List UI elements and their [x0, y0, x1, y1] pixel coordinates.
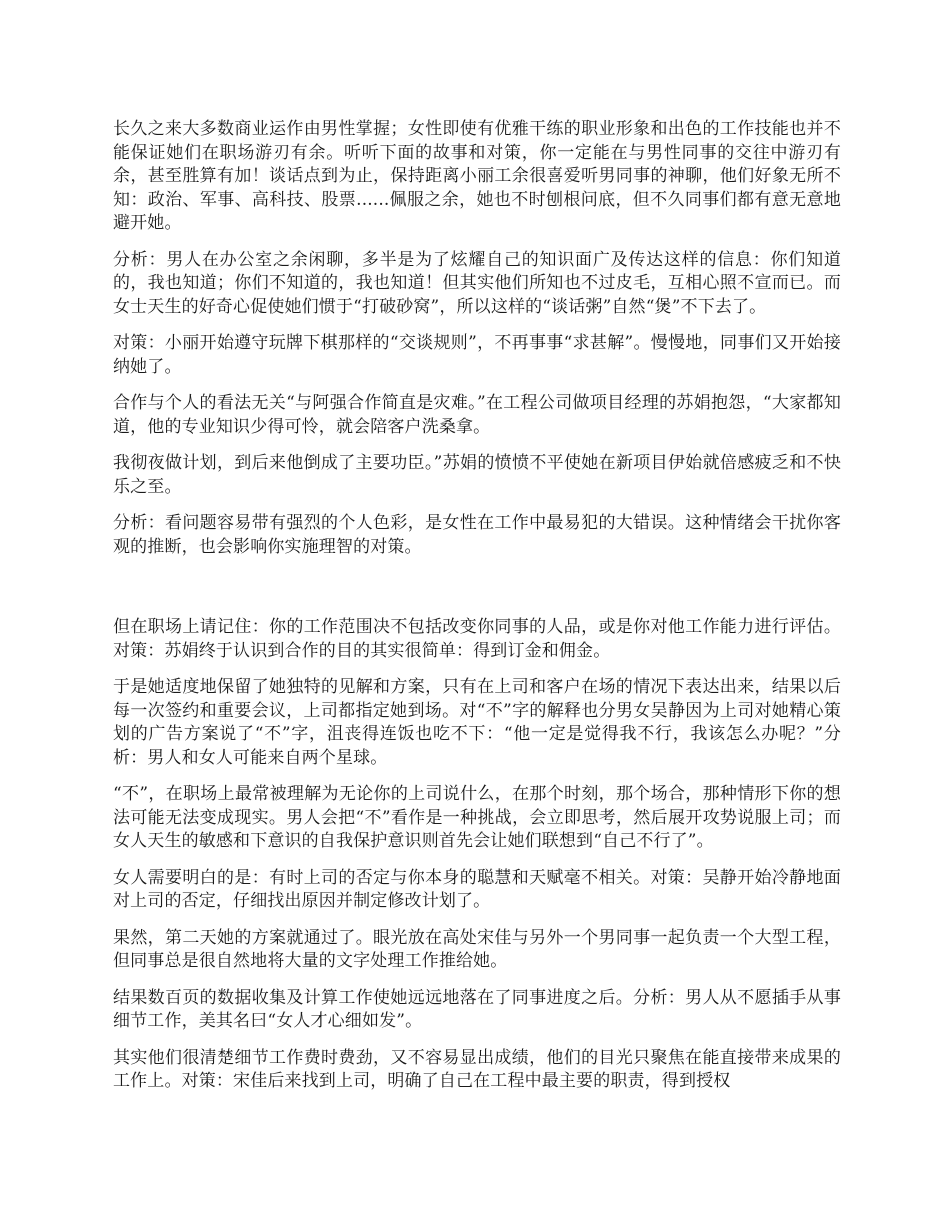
paragraph-strategy-4: 其实他们很清楚细节工作费时费劲，又不容易显出成绩，他们的目光只聚焦在能直接带来成果的工作上。对策：宋佳后来找到上司，明确了自己在工程中最主要的职责，得到授权 [113, 1047, 841, 1091]
section-spacer [113, 572, 841, 616]
paragraph-workplace-reminder: 但在职场上请记住：你的工作范围决不包括改变你同事的人品，或是你对他工作能力进行评估。对策：苏娟终于认识到合作的目的其实很简单：得到订金和佣金。 [113, 617, 841, 661]
paragraph-complaint: 我彻夜做计划，到后来他倒成了主要功臣。”苏娟的愤愤不平使她在新项目伊始就倍感疲乏和不快乐之至。 [113, 453, 841, 497]
document-body [113, 118, 841, 1107]
paragraph-analysis-1: 分析：男人在办公室之余闲聊，多半是为了炫耀自己的知识面广及传达这样的信息：你们知道的，我也知道；你们不知道的，我也知道！但其实他们所知也不过皮毛，互相心照不宣而已。而女士天生的好奇心促使她们惯于“打破砂窝”，所以这样的“谈话粥”自然“煲”不下去了。 [113, 249, 841, 317]
paragraph-strategy-1: 对策：小丽开始遵守玩牌下棋那样的“交谈规则”，不再事事“求甚解”。慢慢地，同事们又开始接纳她了。 [113, 333, 841, 377]
paragraph-strategy-3: 女人需要明白的是：有时上司的否定与你本身的聪慧和天赋毫不相关。对策：吴静开始冷静地面对上司的否定，仔细找出原因并制定修改计划了。 [113, 867, 841, 911]
paragraph-analysis-4: 结果数百页的数据收集及计算工作使她远远地落在了同事进度之后。分析：男人从不愿插手从事细节工作，美其名曰“女人才心细如发”。 [113, 987, 841, 1031]
paragraph-intro: 长久之来大多数商业运作由男性掌握；女性即使有优雅干练的职业形象和出色的工作技能也并不能保证她们在职场游刃有余。听听下面的故事和对策，你一定能在与男性同事的交往中游刃有余，甚至胜算有加！谈话点到为止，保持距离小丽工余很喜爱听男同事的神聊，他们好象无所不知：政治、军事、高科技、股票......佩服之余，她也不时刨根问底，但不久同事们都有意无意地避开她。 [113, 119, 841, 233]
paragraph-no-meaning: “不”，在职场上最常被理解为无论你的上司说什么，在那个时刻，那个场合，那种情形下你的想法可能无法变成现实。男人会把“不”看作是一种挑战，会立即思考，然后展开攻势说服上司；而女人天生的敏感和下意识的自我保护意识则首先会让她们联想到“自己不行了”。 [113, 784, 841, 851]
paragraph-big-project: 果然，第二天她的方案就通过了。眼光放在高处宋佳与另外一个男同事一起负责一个大型工程，但同事总是很自然地将大量的文字处理工作推给她。 [113, 927, 841, 971]
paragraph-analysis-2: 分析：看问题容易带有强烈的个人色彩，是女性在工作中最易犯的大错误。这种情绪会干扰你客观的推断，也会影响你实施理智的对策。 [113, 513, 841, 557]
paragraph-cooperation: 合作与个人的看法无关“与阿强合作简直是灾难。”在工程公司做项目经理的苏娟抱怨，“大家都知道，他的专业知识少得可怜，就会陪客户洗桑拿。 [113, 393, 841, 437]
paragraph-no-explanation: 于是她适度地保留了她独特的见解和方案，只有在上司和客户在场的情况下表达出来，结果以后每一次签约和重要会议，上司都指定她到场。对“不”字的解释也分男女吴静因为上司对她精心策划的广告方案说了“不”字，沮丧得连饭也吃不下：“他一定是觉得我不行，我该怎么办呢？”分析：男人和女人可能来自两个星球。 [113, 677, 841, 768]
